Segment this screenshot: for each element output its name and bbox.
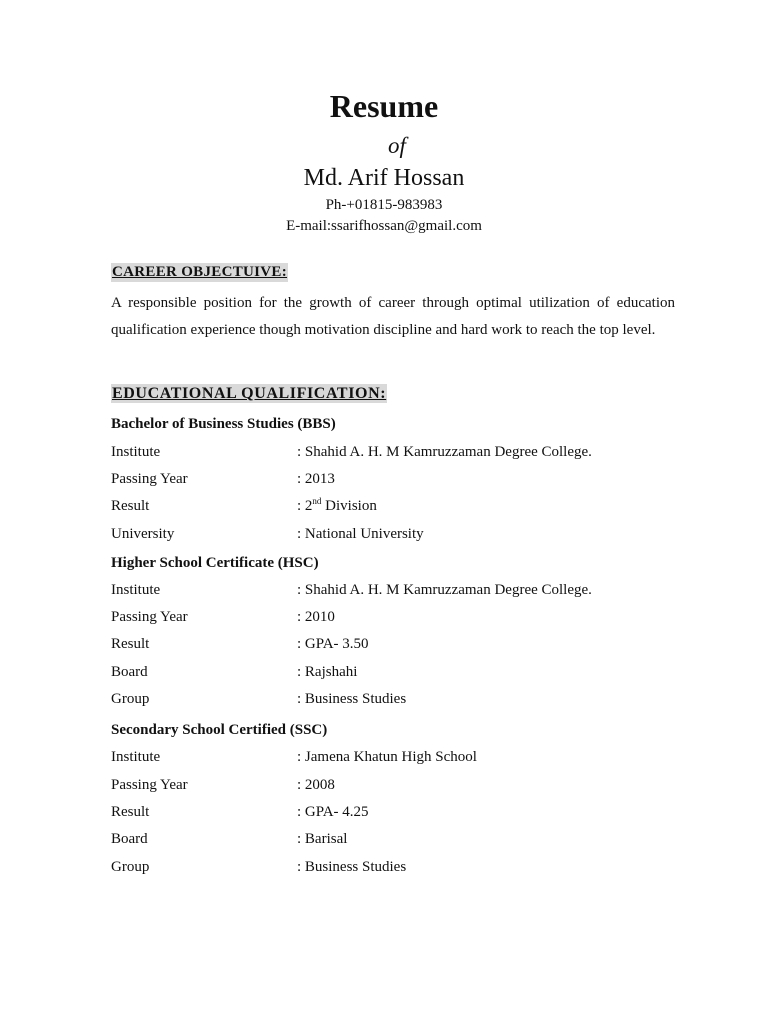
- result-prefix: : 2: [297, 498, 313, 514]
- hsc-row-institute: [111, 580, 711, 600]
- career-objective-text: A responsible position for the growth of career through optimal utilization of education qualification experience though motivation discipline and hard work to reach the top level.: [111, 295, 675, 338]
- education-heading: EDUCATIONAL QUALIFICATION:: [112, 385, 387, 402]
- email-address: E-mail:ssarifhossan@gmail.com: [286, 218, 482, 234]
- row-label: Passing Year: [111, 609, 188, 625]
- phone-number: Ph-+01815-983983: [325, 197, 443, 213]
- row-value: : 2010: [297, 609, 335, 625]
- bbs-row-institute: [111, 442, 711, 462]
- row-value: [297, 496, 377, 516]
- row-value: : Barisal: [297, 831, 348, 847]
- result-superscript: nd: [312, 496, 322, 506]
- ssc-row-board: [111, 829, 711, 849]
- ssc-row-group: [111, 857, 711, 877]
- hsc-row-group: [111, 689, 711, 709]
- ssc-title: Secondary School Certified (SSC): [111, 722, 328, 738]
- row-value: : 2013: [297, 471, 335, 487]
- result-suffix: Division: [321, 498, 377, 514]
- hsc-row-board: [111, 662, 711, 682]
- row-value: : Rajshahi: [297, 664, 358, 680]
- title-of: of: [388, 133, 406, 158]
- bbs-row-result: [111, 496, 711, 516]
- row-value: : GPA- 3.50: [297, 636, 369, 652]
- row-label: Result: [111, 804, 150, 820]
- row-label: Result: [111, 636, 150, 652]
- ssc-row-institute: [111, 747, 711, 767]
- career-objective-heading: CAREER OBJECTUIVE:: [112, 264, 288, 280]
- row-label: Passing Year: [111, 471, 188, 487]
- row-value: : Business Studies: [297, 691, 407, 707]
- row-label: Group: [111, 691, 150, 707]
- hsc-row-result: [111, 634, 711, 654]
- bbs-row-passing-year: [111, 469, 711, 489]
- row-label: Board: [111, 831, 148, 847]
- hsc-title: Higher School Certificate (HSC): [111, 555, 319, 571]
- row-value: : GPA- 4.25: [297, 804, 369, 820]
- row-label: Group: [111, 859, 150, 875]
- bbs-row-university: [111, 524, 711, 544]
- row-value: : 2008: [297, 777, 335, 793]
- row-label: Institute: [111, 749, 161, 765]
- row-value: : Shahid A. H. M Kamruzzaman Degree College.: [297, 582, 592, 598]
- row-label: Institute: [111, 444, 161, 460]
- row-value: : National University: [297, 526, 424, 542]
- bbs-title: Bachelor of Business Studies (BBS): [111, 416, 336, 432]
- candidate-name: Md. Arif Hossan: [303, 165, 465, 191]
- row-label: Board: [111, 664, 148, 680]
- row-label: University: [111, 526, 175, 542]
- row-value: : Jamena Khatun High School: [297, 749, 477, 765]
- hsc-row-passing-year: [111, 607, 711, 627]
- row-value: : Business Studies: [297, 859, 407, 875]
- row-value: : Shahid A. H. M Kamruzzaman Degree College.: [297, 444, 592, 460]
- row-label: Result: [111, 498, 150, 514]
- ssc-row-result: [111, 802, 711, 822]
- page-title: Resume: [329, 88, 439, 124]
- row-label: Institute: [111, 582, 161, 598]
- row-label: Passing Year: [111, 777, 188, 793]
- ssc-row-passing-year: [111, 775, 711, 795]
